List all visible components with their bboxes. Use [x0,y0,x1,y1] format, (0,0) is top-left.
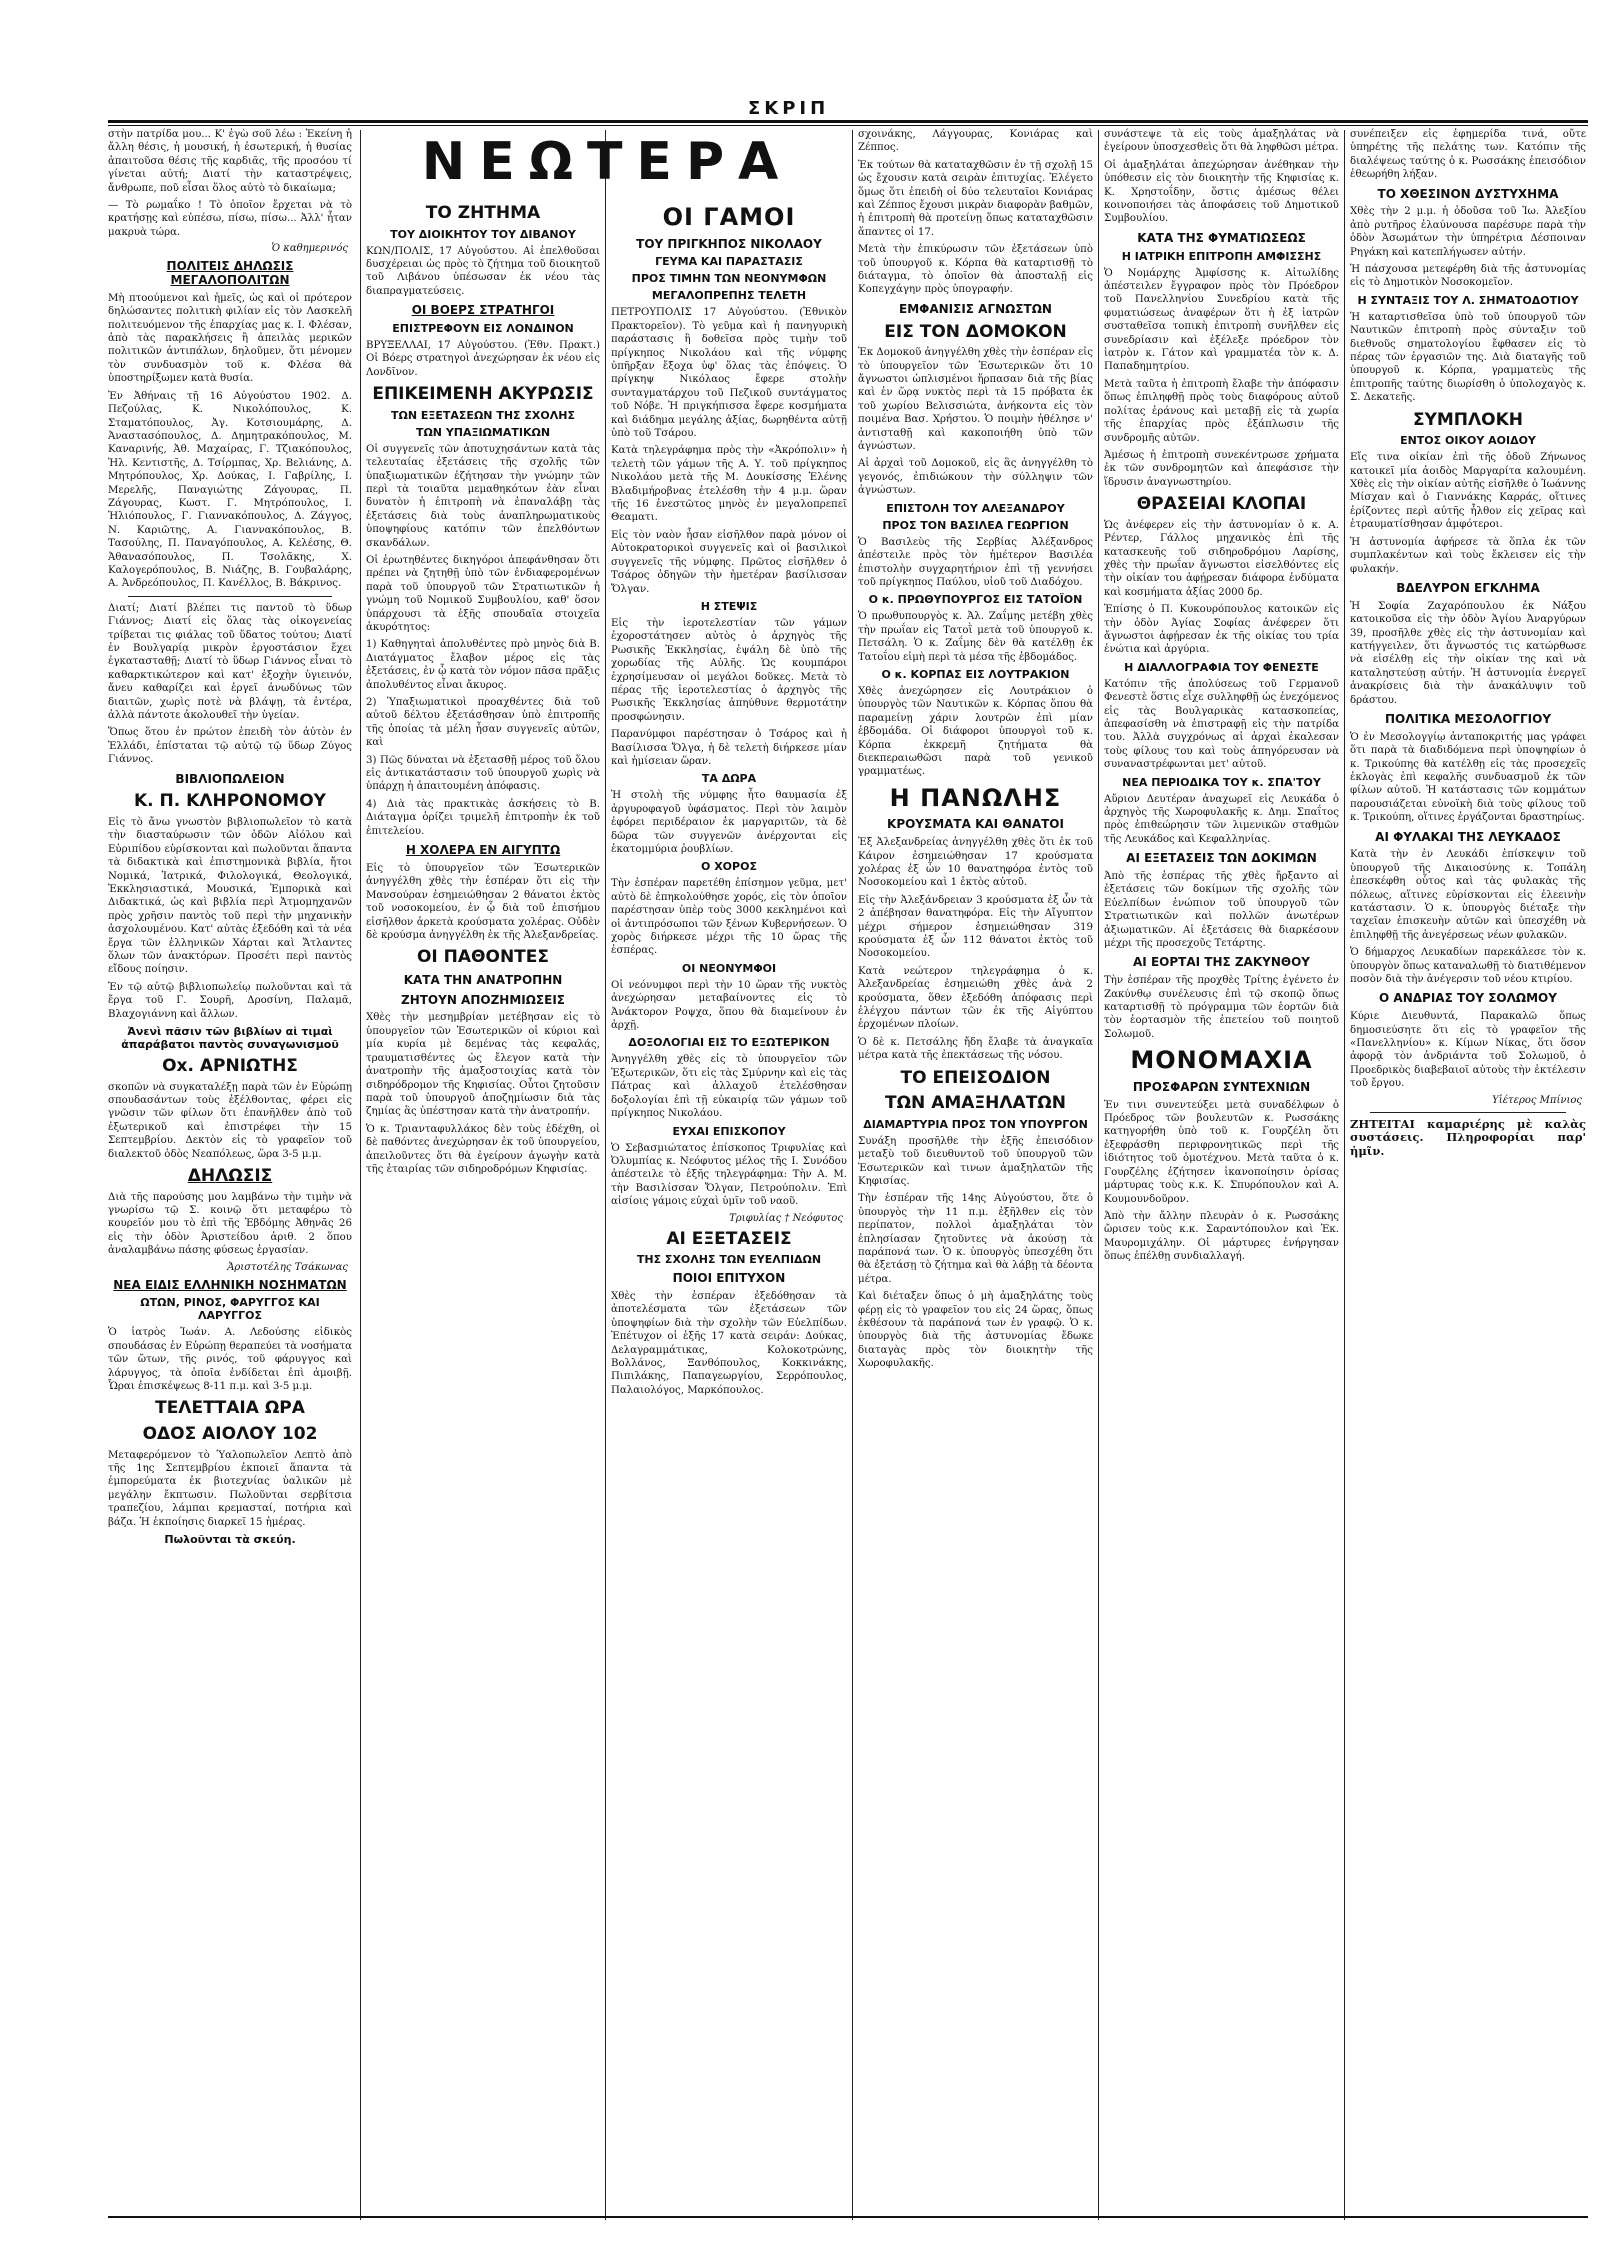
headline: ΠΡΟΣΦΑΡΩΝ ΣΥΝΤΕΧΝΙΩΝ [1132,1079,1311,1094]
headline: ΑΙ ΕΟΡΤΑΙ ΤΗΣ ΖΑΚΥΝΘΟΥ [1133,955,1310,970]
advert-text: Διατί; Διατί βλέπει τις παντοῦ τὸ ὕδωρ Γιάννος; Διατί εἰς ὅλας τὰς οἰκογενείας τρίβεται τις φιάλας τοῦ ὕδατος τούτου; Διατί ἐν Βουλγαρίᾳ μικρὸν ἐργοστάσιον ἔχει ἐγκατασταθῇ; Διατί τὸ ὕδωρ Γιάννος εἶναι τὸ καθαρκτικώτερον καὶ κατ' ἐξοχὴν ὑγιεινόν, ἄνευ καθαρίζει καὶ ἐργεῖ ἀνωδύνως τῶν διαιτῶν, χωρὶς ποτὲ νὰ βλάψῃ, τὰ ἐντέρα, ἀλλὰ πάντοτε ἀκολουθεῖ τὴν ὑγείαν. [108,602,352,722]
article-text: Οἱ συγγενεῖς τῶν ἀποτυχησάντων κατὰ τὰς τελευταίας ἐξετάσεις τῆς σχολῆς τῶν ὑπαξιωματικῶν ἐζήτησαν τὴν γνώμην τῶν περὶ τὰ τοιαῦτα μεμαθηκότων ἐὰν εἶναι δυνατὸν ἡ ἐπιτροπὴ νὰ ἐπαναλάβῃ τὰς ἐξετάσεις διὰ τοὺς ἀναπληρωματικοὺς ὑποψηφίους κατόπιν τῶν ἐπελθόντων σκανδάλων. [366,443,600,549]
signature: Ἀριστοτέλης Τσάκωνας [227,1261,348,1273]
article-text: συνάστεψε τὰ εἰς τοὺς ἁμαξηλάτας νὰ ἐγείρουν ὑποσχεσθεὶς ὅτι θὰ ληφθῶσι μέτρα. [1104,129,1339,154]
headline: ΒΔΕΛΥΡΟΝ ΕΓΚΛΗΜΑ [1396,580,1540,595]
header-rule [108,120,1588,123]
article-text: Ἐκ Δομοκοῦ ἀνηγγέλθη χθὲς τὴν ἑσπέραν εἰς τὸ ὑπουργεῖον τῶν Ἐσωτερικῶν ὅτι 10 ἄγνωστοι ὡπλισμένοι ἥρπασαν διὰ τῆς βίας καὶ ἐν ὥρᾳ νυκτὸς περὶ τὰ 15 πρόβατα ἐκ τοῦ χωρίου Βελισσιώτα, ἀνήκοντα εἰς τὸν ποιμένα Βασ. Χρήστου. Ὁ ποιμὴν ἠθέλησε ν' ἀντισταθῇ καὶ κακοποιήθη ὑπὸ τῶν ἀγνώστων. [858,347,1093,453]
column-divider [1098,130,1099,2220]
article-text: Χθὲς τὴν 2 μ.μ. ἡ ὁδοῦσα τοῦ Ἰω. Ἀλεξίου ἀπὸ ρυτῆρος ἐλαύνουσα παρέσυρε παρὰ τὴν ὁδὸν Ἀσωμάτων τὴν ὑπηρέτρια Δέσποιναν Ρηγάκη καὶ κατεπλήγωσεν αὐτήν. [1350,206,1586,258]
article-text: Ἀπὸ τὴν ἄλλην πλευρὰν ὁ κ. Ρωσσάκης ὤρισεν τοὺς κ.κ. Σαραντόπουλον καὶ Ἐκ. Μαυρομιχάλην. Οἱ μάρτυρες ἐνήργησαν ὅπως ἐπέλθῃ συνδιαλλαγή. [1104,1210,1339,1263]
headline: ΤΟ ΕΠΕΙΣΟΔΙΟΝ [900,1067,1051,1088]
advert-text: Ἐν τῷ αὐτῷ βιβλιοπωλείῳ πωλοῦνται καὶ τὰ ἔργα τοῦ Γ. Σουρῆ, Δροσίνη, Παλαμᾶ, Βλαχογιάννη καὶ ἄλλων. [108,981,352,1020]
article-text: Ὁ πρωθυπουργὸς κ. Ἀλ. Ζαΐμης μετέβη χθὲς τὴν πρωΐαν εἰς Τατοῒ μετὰ τοῦ ὑπουργοῦ κ. Πετσάλη. Ὁ κ. Ζαΐμης δὲν θὰ κατέλθῃ ἐκ Τατοΐου εἰμὴ περὶ τὰ μέσα τῆς ἑβδομάδος. [858,611,1093,663]
headline: ΕΠΙΚΕΙΜΕΝΗ ΑΚΥΡΩΣΙΣ [372,384,594,405]
subheadline: ΠΡΟΣ ΤΟΝ ΒΑΣΙΛΕΑ ΓΕΩΡΓΙΟΝ [882,518,1069,532]
subheadline: ΩΤΩΝ, ΡΙΝΟΣ, ΦΑΡΥΓΓΟΣ ΚΑΙ ΛΑΡΥΓΓΟΣ [140,1296,320,1323]
column-divider [360,130,361,2220]
article-text: Μετὰ τὴν ἐπικύρωσιν τῶν ἐξετάσεων ὑπὸ τοῦ ὑπουργοῦ κ. Κόρπα θὰ καταρτισθῇ τὸ διάταγμα, τὸ ὁποῖον θὰ ἀποσταλῇ εἰς Κοπεγχάγην πρὸς ὑπογραφήν. [858,244,1093,296]
headline: ΚΑΤΑ ΤΗΝ ΑΝΑΤΡΟΠΗΝ [403,972,563,987]
advert-text: Ὁ ἰατρὸς Ἰωάν. Α. Λεδούσης εἰδικὸς σπουδάσας ἐν Εὐρώπῃ θεραπεύει τὰ νοσήματα τῶν ὤτων, τῆς ρινός, τοῦ φάρυγγος καὶ λάρυγγος, τὰ ὁποῖα ἐνδίδεται ἐπὶ ἀμοιβῇ. Ὧραι ἐπισκέψεως 8-11 π.μ. καὶ 3-5 μ.μ. [108,1327,352,1393]
article-text: Ἐπίσης ὁ Π. Κυκουρόπουλος κατοικῶν εἰς τὴν ὁδὸν Ἀγίας Σοφίας ἀνέφερεν ὅτι ἄγνωστοι ἀφῄρεσαν ἐκ τῆς οἰκίας του τρία ἐνώτια καὶ ἀργύρια. [1104,604,1339,656]
header-rule-thin [108,125,1588,126]
headline: Οx. ΑΡΝΙΩΤΗΣ [162,1056,298,1077]
divider [128,596,332,597]
column-divider [1344,130,1345,2220]
headline: ΠΟΛΙΤΕΙΣ ΔΗΛΩΣΙΣ ΜΕΓΑΛΟΠΟΛΙΤΩΝ [166,259,294,288]
signature: Ὁ καθημερινός [271,243,348,255]
subheadline: ΠΡΟΣ ΤΙΜΗΝ ΤΩΝ ΝΕΟΝΥΜΦΩΝ [631,272,827,286]
subheadline: Η ΔΙΑΛΛΟΓΡΑΦΙΑ ΤΟΥ ΦΕΝΕΣΤΕ [1124,660,1319,674]
headline: Κ. Π. ΚΛΗΡΟΝΟΜΟΥ [134,791,326,812]
headline: ΟΙ ΒΟΕΡΣ ΣΤΡΑΤΗΓΟΙ [411,303,555,318]
article-text: Ἡ ἀστυνομία ἀφήρεσε τὰ ὅπλα ἐκ τῶν συμπλακέντων καὶ τοὺς ἔκλεισεν εἰς τὴν φυλακήν. [1350,536,1586,575]
column-3 [611,198,847,2216]
article-text: Παρανύμφοι παρέστησαν ὁ Τσάρος καὶ ἡ Βασίλισσα Ὄλγα, ἡ δὲ τελετὴ διήρκεσε μίαν καὶ ἡμίσειαν ὥραν. [611,729,847,767]
subheadline: ΓΕΥΜΑ ΚΑΙ ΠΑΡΑΣΤΑΣΙΣ [655,255,803,269]
article-text: Εἰς τὴν ἱεροτελεστίαν τῶν γάμων ἐχοροστάτησεν αὐτὸς ὁ ἀρχηγὸς τῆς Ρωσικῆς Ἐκκλησίας, ἐψάλη δὲ ὑπὸ τῆς χορωδίας τῆς Αὐλῆς. Ὡς κουμπάροι ἐχρησίμευσαν οἱ μεγάλοι δοῦκες. Μετὰ τὸ πέρας τῆς ἱεροτελεστίας ὁ ἀρχηγὸς τῆς Ρωσικῆς Ἐκκλησίας ἀπηύθυνε θερμοτάτην προσφώνησιν. [611,617,847,723]
page-header: ΣΚΡΙΠ [748,98,830,119]
article-text: Εἰς τὴν Ἀλεξάνδρειαν 3 κρούσματα ἐξ ὧν τὰ 2 ἀπέβησαν θανατηφόρα. Εἰς τὴν Αἴγυπτον μέχρι σήμερον ἐσημειώθησαν 319 κρούσματα ἐξ ὧν 112 θάνατοι ἐκτὸς τοῦ Νοσοκομείου. [858,894,1093,960]
headline: ΟΙ ΓΑΜΟΙ [662,203,796,231]
subheadline: ΤΗΣ ΣΧΟΛΗΣ ΤΩΝ ΕΥΕΛΠΙΔΩΝ [636,1253,822,1267]
article-text: Εἰς τὸ ὑπουργεῖον τῶν Ἐσωτερικῶν ἀνηγγέλθη χθὲς τὴν ἑσπέραν ὅτι εἰς τὴν Μανσούραν ἐσημειώθησαν 2 θάνατοι ἐκτὸς τοῦ νοσοκομείου, ἐν ᾧ διὰ τοῦ ἐπισήμου εἰσῆλθον ἀρκετὰ κρούσματα χολέρας. Οὐδὲν δὲ κρούσμα ἀνηγγέλθη ἐκ τῆς Ἀλεξανδρείας. [366,862,600,941]
article-text: Ἡ πάσχουσα μετεφέρθη διὰ τῆς ἀστυνομίας εἰς τὸ Δημοτικὸν Νοσοκομεῖον. [1350,264,1586,289]
headline: Ο ΑΝΔΡΙΑΣ ΤΟΥ ΣΟΛΩΜΟΥ [1379,991,1557,1006]
article-text: Ὁ δήμαρχος Λευκαδίων παρεκάλεσε τὸν κ. ὑπουργὸν ὅπως καταναλωθῇ τὸ διατιθέμενον ποσὸν διὰ τὴν ἀνέγερσιν τοῦ νέου κτιρίου. [1350,947,1586,986]
subheadline: ΤΩΝ ΥΠΑΞΙΩΜΑΤΙΚΩΝ [415,425,551,439]
article-text: Ἀνηγγέλθη χθὲς εἰς τὸ ὑπουργεῖον τῶν Ἐξωτερικῶν, ὅτι εἰς τὰς Σμύρνην καὶ εἰς τὰς Πάτρας καὶ ἀλλαχοῦ ἐτελέσθησαν δοξολογίαι ἐπὶ τῇ εὐκαιρίᾳ τῶν γάμων τοῦ πρίγκηπος Νικολάου. [611,1054,847,1120]
article-text: Κατὰ τὴν ἐν Λευκάδι ἐπίσκεψιν τοῦ ὑπουργοῦ τῆς Δικαιοσύνης κ. Τοπάλη ἐπεσκέφθη οὗτος καὶ τὰς φυλακὰς τῆς πόλεως, αἵτινες εὑρίσκονται εἰς ἐλεεινὴν κατάστασιν. Ὁ κ. ὑπουργὸς διέταξε τὴν ταχεῖαν ἐπισκευὴν αὐτῶν καὶ ὑπεσχέθη νὰ ἐπιληφθῇ τῆς ἀνεγέρσεως νέων φυλακῶν. [1350,849,1586,941]
headline: ΝΕΑ ΕΙΔΙΣ ΕΛΛΗΝΙΚΗ ΝΟΣΗΜΑΤΩΝ [113,1277,347,1292]
headline: ΚΑΤΑ ΤΗΣ ΦΥΜΑΤΙΩΣΕΩΣ [1137,230,1306,245]
column-5 [1104,128,1339,2216]
article-text: Ἡ στολὴ τῆς νύμφης ἦτο θαυμασία ἐξ ἀργυροφαγοῦ ὑφάσματος. Περὶ τὸν λαιμὸν ἐφόρει περιδέραιον ἐκ μαργαριτῶν, τὰ δὲ δῶρα τῶν συγγενῶν ἀνέρχονται εἰς ἑκατομμύρια ῥουβλίων. [611,790,847,856]
article-text: Κύριε Διευθυντά, Παρακαλῶ ὅπως δημοσιεύσητε ὅτι εἰς τὸ γραφεῖον τῆς «Πανελληνίου» κ. Κίμων Νίκας, ὅτι ὅσον ἀφορᾷ τὸν ἀνδριάντα τοῦ Σολωμοῦ, ὁ Προεδρικὸς διαβεβαιοῖ αὐτοὺς τὴν ἐκτέλεσιν τοῦ ἔργου. [1350,1011,1586,1090]
headline: ΔΗΛΩΣΙΣ [187,1166,273,1187]
article-text: — Τὸ ρωμαΐκο ! Τὸ ὁποῖον ἔρχεται νὰ τὸ κρατήσῃς καὶ εὐπέσω, πίσω, πίσω... Ἀλλ' ἦταν μακρυὰ τώρα. [108,200,352,238]
article-text: Ἐν τινι συνεντεύξει μετὰ συναδέλφων ὁ Πρόεδρος τῶν βουλευτῶν κ. Ρωσσάκης κατηγορήθη ὑπὸ τοῦ κ. Γουρζέλη ὅτι ἐξεφράσθη περιφρονητικῶς περὶ τῆς ἰδιότητος τοῦ ὁμοτέχνου. Μετὰ ταῦτα ὁ κ. Γουρζέλης ἐζήτησεν ἱκανοποίησιν ὁρίσας μάρτυρας τοὺς κ.κ. Κ. Σπυρόπουλον καὶ Α. Κουμουνδοῦρον. [1104,1099,1339,1205]
article-text: Ὁ Σεβασμιώτατος ἐπίσκοπος Τριφυλίας καὶ Ὀλυμπίας κ. Νεόφυτος μέλος τῆς Ι. Συνόδου ἀπέστειλε τὸ ἑξῆς τηλεγράφημα: Τὴν Α. Μ. τὴν Βασιλίσσαν Ὄλγαν, Πετρούπολιν. Ἐπὶ αἰσίοις γάμοις εὐχαὶ ὑμῖν τοῦ ναοῦ. [611,1142,847,1208]
column-1 [108,128,352,2216]
subheadline: ΔΙΑΜΑΡΤΥΡΙΑ ΠΡΟΣ ΤΟΝ ΥΠΟΥΡΓΟΝ [863,1117,1088,1131]
column-6 [1350,128,1586,2216]
column-divider [852,130,853,2220]
footer-rule [108,2216,1588,2218]
article-text: Τὴν ἑσπέραν παρετέθη ἐπίσημον γεῦμα, μετ' αὐτὸ δὲ ἐπηκολούθησε χορός, εἰς τὸν ὁποῖον παρέστησαν ὑπὲρ τοὺς 3000 κεκλημένοι καὶ οἱ ἀντιπρόσωποι τῶν ξένων Κυβερνήσεων. Ὁ χορὸς διήρκεσε μέχρι τῆς 10 ὥρας τῆς ἑσπέρας. [611,878,847,957]
article-text: Ὁ κ. Τριανταφυλλάκος δὲν τοὺς ἐδέχθη, οἱ δὲ παθόντες ἀνεχώρησαν ἐκ τοῦ ὑπουργείου, ἀπειλοῦντες ὅτι θὰ ἐγείρουν ἀγωγὴν κατὰ τῆς ἑταιρίας τῶν σιδηροδρόμων Κηφισίας. [366,1123,600,1175]
article-text: Μετὰ ταῦτα ἡ ἐπιτροπὴ ἔλαβε τὴν ἀπόφασιν ὅπως ἐπιληφθῇ πρὸς τοὺς διαφόρους αὐτοῦ πολίτας ἐράνους καὶ μεταβῇ εἰς τὰ χωρία τῆς ἐπαρχίας πρὸς ἐξάπλωσιν τῆς συνδρομῆς αὐτῶν. [1104,378,1339,444]
divider [1370,1112,1566,1113]
article-text: στὴν πατρίδα μου... Κ' ἐγὼ σοῦ λέω : Ἐκείνη ἡ ἄλλη θέσις, ἡ μουσική, ἡ ἐσωτερική, ἡ θυσίας ἀπαιτοῦσα θέσις τῆς καρδιᾶς, τῆς προσόου τί γίνεται αὐτή; Διατί τὴν καταστρέψεις, ἄνθρωπε, ποῦ εἶσαι ὅλος αὐτὸ τὸ δικαίωμα; [108,129,352,194]
article-text: Ἀπὸ τῆς ἑσπέρας τῆς χθὲς ἤρξαντο αἱ ἐξετάσεις τῶν δοκίμων τῆς σχολῆς τῶν Εὐελπίδων ἐνώπιον τοῦ ὑπουργοῦ τῶν Στρατιωτικῶν καὶ πολλῶν ἀνωτέρων ἀξιωματικῶν. Αἱ ἐξετάσεις θὰ διαρκέσουν μέχρι τῆς προσεχοῦς Τετάρτης. [1104,871,1339,950]
neotera-banner [366,126,848,206]
column-2 [366,198,600,2216]
headline: ΠΟΙΟΙ ΕΠΙΤΥΧΟΝ [672,1271,786,1286]
headline: ΣΥΜΠΛΟΚΗ [1412,409,1524,430]
subheadline: Ο ΧΟΡΟΣ [701,860,757,874]
article-text: Ὁ Βασιλεὺς τῆς Σερβίας Ἀλέξανδρος ἀπέστειλε πρὸς τὸν ἡμέτερον Βασιλέα ἐπιστολὴν συγχαρητήριον ἐπὶ τῇ γεννήσει τοῦ πρίγκηπος Παύλου, υἱοῦ τοῦ Διαδόχου. [858,536,1093,588]
article-text: Χθὲς τὴν ἑσπέραν ἐξεδόθησαν τὰ ἀποτελέσματα τῶν ἐξετάσεων τῶν ὑποψηφίων διὰ τὴν σχολὴν τῶν Εὐελπίδων. Ἐπέτυχον οἱ ἑξῆς 17 κατὰ σειράν: Δούκας, Δελαγραμμάτικας, Κολοκοτρώνης, Βολλάνος, Ξανθόπουλος, Κοκκινάκης, Πιπιλάκης, Παπαγεωργίου, Σερρόπουλος, Παλαιολόγος, Μαρκόπουλος. [611,1290,847,1396]
subheadline: ΤΩΝ ΕΞΕΤΑΣΕΩΝ ΤΗΣ ΣΧΟΛΗΣ [391,408,575,422]
headline: ΘΡΑΣΕΙΑΙ ΚΛΟΠΑΙ [1136,494,1307,515]
subheadline: ΤΟΥ ΔΙΟΙΚΗΤΟΥ ΤΟΥ ΔΙΒΑΝΟΥ [390,227,576,241]
headline: ΑΙ ΕΞΕΤΑΣΕΙΣ [666,1228,792,1249]
article-text: Τὴν ἑσπέραν τῆς προχθὲς Τρίτης ἐγένετο ἐν Ζακύνθῳ συνέλευσις ἐπὶ τῷ σκοπῷ ὅπως καταρτισθῇ τὸ πρόγραμμα τῶν ἑορτῶν διὰ τὸν ἑορτασμὸν τῆς ἐπετείου τοῦ ποιητοῦ Σολωμοῦ. [1104,975,1339,1040]
subheadline: ΕΠΙΣΤΟΛΗ ΤΟΥ ΑΛΕΞΑΝΔΡΟΥ [886,501,1065,515]
article-text: Οἱ ἁμαξηλάται ἀπεχώρησαν ἀνέθηκαν τὴν ὑπόθεσιν εἰς τὸν διοικητὴν τῆς Κηφισίας κ. Κ. Χρηστοΐδην, ὅστις ἀμέσως θέλει κοινοποιήσει τὰς ἀποφάσεις τοῦ Δημοτικοῦ Συμβουλίου. [1104,159,1339,225]
headline: ΕΜΦΑΝΙΣΙΣ ΑΓΝΩΣΤΩΝ [899,301,1052,316]
headline: ΑΙ ΦΥΛΑΚΑΙ ΤΗΣ ΛΕΥΚΑΔΟΣ [1375,829,1561,844]
subheadline: ΤΑ ΔΩΡΑ [701,772,757,786]
article-text: Ὡς ἀνέφερεν εἰς τὴν ἀστυνομίαν ὁ κ. Α. Ρέντερ, Γάλλος μηχανικὸς ἐπὶ τῆς κατασκευῆς τοῦ σιδηροδρόμου Λαρίσης, χθὲς τὴν πρωΐαν ἄγνωστοι εἰσελθόντες εἰς τὴν οἰκίαν του ἀφῄρεσαν διάφορα ἐνδύματα καὶ κοσμήματα ἀξίας 2000 δρ. [1104,519,1339,598]
headline: ΤΟ ΧΘΕΣΙΝΟΝ ΔΥΣΤΥΧΗΜΑ [1377,186,1559,201]
signature: Τριφυλίας † Νεόφυτος [729,1212,843,1224]
article-text: Οἱ νεόνυμφοι περὶ τὴν 10 ὥραν τῆς νυκτὸς ἀνεχώρησαν μεταβαίνοντες εἰς τὸ Ἀνάκτορον Ροψχα, ὅπου θὰ διαμείνουν ἐν ἀρχῇ. [611,979,847,1032]
subheadline: ΕΠΙΣΤΡΕΦΟΥΝ ΕΙΣ ΛΟΝΔΙΝΟΝ [392,321,574,335]
headline: ΖΗΤΟΥΝ ΑΠΟΖΗΜΙΩΣΕΙΣ [401,992,565,1007]
article-text: Χθὲς ἀνεχώρησεν εἰς Λουτράκιον ὁ ὑπουργὸς τῶν Ναυτικῶν κ. Κόρπας ὅπου θὰ παραμείνῃ χάριν λουτρῶν ἐπὶ μίαν ἑβδομάδα. Οἱ διάφοροι ὑπουργοὶ τοῦ κ. Κόρπα ἐκκρεμῆ ζητήματα θὰ διεκπεραιωθῶσι παρὰ τοῦ γενικοῦ γραμματέως. [858,685,1093,778]
article-text: Ἐν Ἀθήναις τῇ 16 Αὐγούστου 1902. Δ. Πεζούλας, Κ. Νικολόπουλος, Κ. Σταματόπουλος, Ἀγ. Κοτσιουμάρης, Δ. Ἀναστασόπουλος, Δ. Δημητρακόπουλος, Μ. Καναρινής, Ἀθ. Μαχαίρας, Γ. Τζιακόπουλος, Ἠλ. Κεντιστῆς, Δ. Τσίρμπας, Χρ. Βελιάνης, Δ. Μητρόπουλος, Χρ. Δούκας, Ι. Γαβρίλης, Ι. Μερελῆς, Παναγιώτης Ζάγουρας, Π. Ζάγουρας, Κωστ. Γ. Μητρόπουλος, Ι. Ἠλιόπουλος, Γ. Γιαννακόπουλος, Δ. Ζάγγος, Ν. Καριῶτης, Α. Γιαννακόπουλος, Β. Τασούλης, Π. Παναγόπουλος, Α. Κελέσης, Θ. Ἀθανασόπουλος, Π. Τσολᾶκης, Χ. Καλογερόπουλος, Β. Νιάζης, Β. Γουβαλάρης, Α. Ἀνδρεόπουλος, Π. Κανέλλος, Β. Βάκρινος. [108,390,352,590]
article-text: 1) Καθηγηταὶ ἀπολυθέντες πρὸ μηνὸς διὰ Β. Διατάγματος ἔλαβον μέρος εἰς τὰς ἐξετάσεις, ἐν ᾧ κατὰ τὸν νόμον πᾶσα πρᾶξις ἀπολυθέντος εἶναι ἄκυρος. [366,639,600,691]
headline: ΒΙΒΛΙΟΠΩΛΕΙΟΝ [175,771,285,786]
article-text: Αὔριον Δευτέραν ἀναχωρεῖ εἰς Λευκάδα ὁ ἀρχηγὸς τῆς Χωροφυλακῆς κ. Δημ. Σπαΐτος πρὸς ἐπιθεώρησιν τῶν λιμενικῶν σταθμῶν τῆς Λευκάδος καὶ Κεφαλληνίας. [1104,793,1339,845]
article-text: Ὁ δὲ κ. Πετσάλης ἤδη ἔλαβε τὰ ἀναγκαῖα μέτρα κατὰ τῆς ἐπεκτάσεως τῆς νόσου. [858,1036,1093,1062]
classified-ad: ΖΗΤΕΙΤΑΙ καμαριέρης μὲ καλὰς συστάσεις. Πληροφορίαι παρ' ἡμῖν. [1350,1116,1586,1158]
headline: ΠΟΛΙΤΙΚΑ ΜΕΣΟΛΟΓΓΙΟΥ [1384,711,1552,726]
article-text: Κατὰ νεώτερον τηλεγράφημα ὁ κ. Ἀλεξανδρείας ἐσημειώθη χθὲς ἀνὰ 2 κρούσματα, ὅθεν ἐξεδόθη ἀπόφασις περὶ ἐλέγχου πάντων τῶν ἐκ τῆς Αἰγύπτου ἐρχομένων πλοίων. [858,965,1093,1031]
article-text: Ἡ Σοφία Ζαχαρόπουλου ἐκ Νάξου κατοικοῦσα εἰς τὴν ὁδὸν Ἁγίου Ἀναργύρων 39, προσῆλθε χθὲς εἰς τὴν ἀστυνομίαν καὶ κατήγγειλεν, ὅτι ἄγνωστός τις κατώρθωσε νὰ εἰσέλθῃ εἰς τὴν οἰκίαν της καὶ νὰ καταληστεύσῃ αὐτήν. Ἡ ἀστυνομία ἐνεργεῖ ἀνακρίσεις διὰ τὴν ἀνακάλυψιν τοῦ δράστου. [1350,600,1586,706]
headline: ΤΟ ΖΗΤΗΜΑ [425,203,541,223]
article-text: Μὴ πτοούμενοι καὶ ἡμεῖς, ὡς καὶ οἱ πρότερον δηλώσαντες πολιτικὴ φιλίαν εἰς τὸν Λασκελῆ πολιτευόμενον τῆς ἐπαρχίας μας κ. Ι. Φλέσαν, ἀπὸ τὰς παρακλήσεις ἢ ἀπειλὰς μερικῶν πολιτικῶν ἀντιπάλων, δηλοῦμεν, ὅτι μένομεν τὸν συνδυασμὸν τοῦ κ. Φλέσα θὰ ὑποστηρίξωμεν κατὰ θυσία. [108,292,352,385]
signature: Υἱέτερος Μπίνιος [1492,1094,1582,1106]
subheadline: ΟΙ ΝΕΟΝΥΜΦΟΙ [681,961,777,975]
subheadline: Η ΙΑΤΡΙΚΗ ΕΠΙΤΡΟΠΗ ΑΜΦΙΣΣΗΣ [1121,249,1322,263]
advert-text: Διὰ τῆς παρούσης μου λαμβάνω τὴν τιμὴν νὰ γνωρίσω τῷ Σ. κοινῷ ὅτι μεταφέρω τὸ κουρεῖόν μου τὸ ἐπὶ τῆς Ἑβδόμης Ἀθηνᾶς 26 εἰς τὴν ὁδὸν Ἀριστείδου ἀριθ. 2 ὅπου ἀναλαμβάνω πάσης φύσεως ἐργασίαν. [108,1191,352,1257]
subheadline: ΝΕΑ ΠΕΡΙΟΔΙΚΑ ΤΟΥ κ. ΣΠΑ'ΤΟΥ [1122,775,1321,789]
column-divider [605,130,606,2220]
subheadline: ΕΥΧΑΙ ΕΠΙΣΚΟΠΟΥ [672,1124,786,1138]
headline: ΤΩΝ ΑΜΑΞΗΛΑΤΩΝ [885,1093,1066,1114]
headline: ΤΟΥ ΠΡΙΓΚΗΠΟΣ ΝΙΚΟΛΑΟΥ [636,236,822,251]
article-text: Ἐξ Ἀλεξανδρείας ἀνηγγέλθη χθὲς ὅτι ἐκ τοῦ Κάιρον ἐσημειώθησαν 17 κρούσματα χολέρας ἐξ ὧν 10 θανατηφόρα ἐντὸς τοῦ Νοσοκομείου καὶ 1 ἐκτὸς αὐτοῦ. [858,837,1093,889]
section-title: ΝΕΩΤΕΡΑ [421,132,793,192]
article-text: Κατόπιν τῆς ἀπολύσεως τοῦ Γερμανοῦ Φενεστὲ ὅστις εἶχε συλληφθῇ ὡς ἐνεχόμενος εἰς τὰς Βουλγαρικὰς κατασκοπείας, ἀπεφασίσθη νὰ ἐπιστραφῇ εἰς τὴν πατρίδα του. Ἀλλὰ συγχρόνως αἱ ἀρχαὶ ἐκαλεσαν τοὺς φίλους του καὶ τοὺς ἀπηγόρευσαν νὰ συναναστρέφωνται μετ' αὐτοῦ. [1104,678,1339,771]
newspaper-page [108,98,1600,2218]
article-text: Καὶ διέταξεν ὅπως ὁ μὴ ἀμαξηλάτης τοὺς φέρῃ εἰς τὸ γραφεῖον του εἰς 24 ὥρας, ὅπως ἐκθέσουν τὰ παράπονά των ἐν γραφῷ. Ὁ κ. ὑπουργὸς διὰ τῆς ἀστυνομίας ἔδωκε διαταγὰς πρὸς τὸν διοικητὴν τῆς Χωροφυλακῆς. [858,1291,1093,1370]
article-text: ΚΩΝ/ΠΟΛΙΣ, 17 Αὐγούστου. Αἱ ἐπελθοῦσαι δυσχέρειαι ὡς πρὸς τὸ ζήτημα τοῦ διοικητοῦ τοῦ Λιβάνου ὑπέσωσαν ἐκ νέου τὰς διαπραγματεύσεις. [366,245,600,297]
headline: ΑΙ ΕΞΕΤΑΣΕΙΣ ΤΩΝ ΔΟΚΙΜΩΝ [1126,851,1317,866]
article-text: Αἱ ἀρχαὶ τοῦ Δομοκοῦ, εἰς ἃς ἀνηγγέλθη τὸ γεγονός, ἐπιδιώκουν τὴν σύλληψιν τῶν ἀγνώστων. [858,458,1093,497]
article-text: Ὁ ἐν Μεσολογγίῳ ἀνταποκριτής μας γράφει ὅτι παρὰ τὰ διαδιδόμενα περὶ ὑποψηφίων ὁ κ. Τρικούπης θὰ κατέλθῃ εἰς τὰς προσεχεῖς ἐκλογὰς ἐπὶ κεφαλῆς συνδυασμοῦ ἐκ τῶν φίλων αὐτοῦ. Ἡ κατάστασις τῶν κομμάτων παρουσιάζεται εὐνοϊκὴ διὰ τοὺς φίλους τοῦ κ. Τρικούπη, οἵτινες ἐργάζονται δραστηρίως. [1350,731,1586,824]
article-text: ΠΕΤΡΟΥΠΟΛΙΣ 17 Αὐγούστου. (Ἐθνικὸν Πρακτορεῖον). Τὸ γεῦμα καὶ ἡ πανηγυρικὴ παράστασις ἣ δοθεῖσα πρὸς τιμὴν τοῦ πρίγκηπος Νικολάου καὶ τῆς νύμφης ὑπῆρξαν ἔξοχα ὑφ' ὅλας τὰς ἐπόψεις. Ὁ πρίγκηψ Νικόλαος ἔφερε στολὴν συνταγματάρχου τοῦ Πεζικοῦ συντάγματος τοῦ Νόβε. Ἡ πριγκήπισσα ἔφερε κοσμήματα καὶ διάδημα μεγάλης ἀξίας, δωρηθέντα αὐτῇ ὑπὸ τοῦ Τσάρου. [611,307,847,440]
advert-text: σκοπῶν νὰ συγκαταλέξῃ παρὰ τῶν ἐν Εὐρώπῃ σπουδασάντων τοὺς ἐξέλθοντας, φέρει εἰς γνῶσιν τῶν φίλων ὅτι ἐπανῆλθεν ἀπὸ τοῦ ἐξωτερικοῦ καὶ ἐπιστρέφει τὴν 15 Σεπτεμβρίου. Δεκτὸν εἰς τὸ γραφεῖον τοῦ διαλεκτοῦ ὁδὸς Νεαπόλεως, ὥρα 3-5 μ.μ. [108,1081,352,1160]
article-text: Κατὰ τηλεγράφημα πρὸς τὴν «Ἀκρόπολιν» ἡ τελετὴ τῶν γάμων τῆς Α. Υ. τοῦ πρίγκηπος Νικολάου μετὰ τῆς Μ. Δουκίσσης Ἑλένης Βλαδιμήροβνας ἐτελέσθη τὴν 4 μ.μ. ὥραν τῆς 16 ἐνεστῶτος μηνὸς ἐν μεγαλοπρεπεῖ Θεαματι. [611,445,847,524]
advert-text: Ὅπως ὅτου ἐν πρώτον ἐπειδὴ τὸν ἀὐτὸν ἐν Ἑλλάδι, ἐπίσταται τῷ αὐτῷ τῷ ὕδωρ Ζύγος Γιάννος. [108,727,352,766]
article-text: Συνάξη προσῆλθε τὴν ἑξῆς ἐπεισόδιον μεταξὺ τοῦ διευθυντοῦ τοῦ ὑπουργοῦ τῶν Ἐσωτερικῶν καὶ τινων ἀμαξηλατῶν τῆς Κηφισίας. [858,1135,1093,1187]
article-text: 3) Πῶς δύναται νὰ ἐξετασθῇ μέρος τοῦ ὅλου εἰς ἀντικατάστασιν τοῦ ὑπουργοῦ χωρὶς νὰ ὑπάρχῃ ἡ ἀπαιτουμένη ἀπόφασις. [366,754,600,793]
headline: Η ΠΑΝΩΛΗΣ [889,783,1062,812]
headline: ΚΡΟΥΣΜΑΤΑ ΚΑΙ ΘΑΝΑΤΟΙ [887,817,1064,832]
headline: ΤΕΛΕΤΤΑΙΑ ΩΡΑ [155,1398,305,1419]
headline: ΜΟΝΟΜΑΧΙΑ [1130,1046,1313,1075]
column-4 [858,128,1093,2216]
advert-text: Εἰς τὸ ἄνω γνωστὸν βιβλιοπωλεῖον τὸ κατὰ τὴν διασταύρωσιν τῶν ὁδῶν Αἰόλου καὶ Εὐριπίδου εὑρίσκονται καὶ πωλοῦνται ἅπαντα τὰ διδακτικὰ καὶ ἐπιστημονικὰ βιβλία, ἤτοι Νομικά, Ἰατρικά, Φιλολογικά, Θεολογικά, Ἐκκλησιαστικά, Μουσικά, Ἐμπορικὰ καὶ Διδακτικά, ὡς καὶ βιβλία περὶ Ἀτμομηχανῶν πρὸς χρῆσιν παντὸς τοῦ περὶ τὴν μηχανικὴν ἀσχολουμένου. Κατ' αὐτὰς ἐξεδόθη καὶ τὰ νέα ἔργα τῶν ἑλληνικῶν Χάρται καὶ Ἄτλαντες ὅλων τῶν ἀνακτόρων. Προσέτι περὶ παντὸς εἴδους ποίησιν. [108,817,352,976]
article-text: Ἐκ τούτων θὰ καταταχθῶσιν ἐν τῇ σχολῇ 15 ὡς ἔχουσιν κατὰ σειρὰν ἐπιτυχίας. Ἐλέγετο ὅμως ὅτι ἐπειδὴ οἱ δύο τελευταῖοι Κονιάρας καὶ Ζέππος ἔχουσι μικρὰν διαφορὰν βαθμῶν, ἡ ἐπιτροπὴ θὰ προτείνῃ ὅπως καταταχθῶσιν ἅπαντες οἱ 17. [858,159,1093,238]
article-text: Ἀμέσως ἡ ἐπιτροπὴ συνεκέντρωσε χρήματα ἐκ τῶν συνδρομητῶν καὶ ἀπεφάσισε τὴν ἵδρυσιν ἀναγνωστηρίου. [1104,449,1339,488]
headline: ΟΔΟΣ ΑΙΟΛΟΥ 102 [142,1424,318,1445]
subheadline: Η ΣΤΕΨΙΣ [700,599,758,613]
subheadline: Η ΣΥΝΤΑΞΙΣ ΤΟΥ Λ. ΣΗΜΑΤΟΔΟΤΙΟΥ [1357,293,1579,307]
article-text: σχοινάκης, Λάγγουρας, Κονιάρας καὶ Ζέππος. [858,129,1093,154]
subheadline: ΕΝΤΟΣ ΟΙΚΟΥ ΑΟΙΔΟΥ [1400,434,1536,448]
advert-note: Ἀνενὶ πᾶσιν τῶν βιβλίων αἱ τιμαὶ ἀπαράβατοι παντὸς συναγωνισμοῦ [121,1025,339,1052]
article-text: Οἱ ἐρωτηθέντες δικηγόροι ἀπεφάνθησαν ὅτι πρέπει νὰ ζητηθῇ ὑπὸ τῶν ἐνδιαφερομένων παρὰ τοῦ ὑπουργοῦ τῶν Στρατιωτικῶν ἡ γνώμη τοῦ Νομικοῦ Συμβουλίου, καθ' ὅσον ὑπάρχουσι τὰ ἑξῆς σπουδαῖα στοιχεῖα ἀκυρότητος: [366,554,600,634]
subheadline: ΜΕΓΑΛΟΠΡΕΠΗΣ ΤΕΛΕΤΗ [651,289,807,303]
headline: ΟΙ ΠΑΘΟΝΤΕΣ [416,947,550,968]
article-text: Τὴν ἑσπέραν τῆς 14ης Αὐγούστου, ὅτε ὁ ὑπουργὸς τὴν 11 π.μ. ἐξῆλθεν εἰς τὸν περίπατον, πολλοὶ ἀμαξηλάται τὸν ἐπλησίασαν ζητοῦντες νὰ ἀκούσῃ τὰ παράπονά των. Ὁ κ. ὑπουργὸς ὑπεσχέθη ὅτι θὰ ἐξετάσῃ τὸ ζήτημα καὶ θὰ λάβῃ τὰ δέοντα μέτρα. [858,1193,1093,1285]
article-text: ΒΡΥΞΕΛΛΑΙ, 17 Αὐγούστου. (Ἐθν. Πρακτ.) Οἱ Βόερς στρατηγοὶ ἀνεχώρησαν ἐκ νέου εἰς Λονδῖνον. [366,339,600,378]
article-text: 4) Διὰ τὰς πρακτικὰς ἀσκήσεις τὸ Β. Διάταγμα ὁρίζει τριμελῆ ἐπιτροπὴν ἐκ τοῦ ἐπιτελείου. [366,798,600,837]
subheadline: ΔΟΞΟΛΟΓΙΑΙ ΕΙΣ ΤΟ ΕΞΩΤΕΡΙΚΟΝ [628,1036,830,1050]
article-text: συνέπειξεν εἰς ἐφημερίδα τινά, οὔτε ὑπηρέτης τῆς πελάτης των. Κατόπιν τῆς διαλέψεως ταύτης ὁ κ. Ρωσσάκης ἐπεισόδιον ἐθεωρήθη λήξαν. [1350,129,1586,181]
article-text: Εἴς τινα οἰκίαν ἐπὶ τῆς ὁδοῦ Ζήνωνος κατοικεῖ μία ἀοιδὸς Μαργαρίτα καλουμένη. Χθὲς εἰς τὴν οἰκίαν αὐτῆς εἰσῆλθε ὁ Ἰωάννης Μίσχαν καὶ ὁ Γιαννάκης Καρράς, οἵτινες ἐρίζοντες περὶ αὐτῆς ἦλθον εἰς χεῖρας καὶ ἐτραυματίσθησαν ἀμφότεροι. [1350,452,1586,531]
headline: Η ΧΟΛΕΡΑ ΕΝ ΑΙΓΥΠΤΩ [405,843,561,858]
headline: ΕΙΣ ΤΟΝ ΔΟΜΟΚΟΝ [884,321,1067,342]
article-text: Χθὲς τὴν μεσημβρίαν μετέβησαν εἰς τὸ ὑπουργεῖον τῶν Ἐσωτερικῶν οἱ κύριοι καὶ μία κυρία μὲ δεμένας τὰς κεφαλάς, τραυματισθέντες ὡς ἔλεγον κατὰ τὴν ἀνατροπὴν τῆς ἀμαξοστοιχίας κατὰ τὸν σιδηρόδρομον τῆς Κηφισίας. Οὗτοι ζητοῦσιν παρὰ τοῦ ὑπουργοῦ ἀποζημίωσιν διὰ τὰς ζημίας ἃς ὑπέστησαν κατὰ τὴν ἀνατροπήν. [366,1012,600,1118]
subheadline: Ο κ. ΚΟΡΠΑΣ ΕΙΣ ΛΟΥΤΡΑΚΙΟΝ [881,667,1070,681]
advert-note: Πωλοῦνται τὰ σκεύη. [164,1533,296,1547]
subheadline: Ο κ. ΠΡΩΘΥΠΟΥΡΓΟΣ ΕΙΣ ΤΑΤΟΪΟΝ [868,593,1083,607]
article-text: Ὁ Νομάρχης Ἀμφίσσης κ. Αἰτωλίδης ἀπέστειλεν ἔγγραφον πρὸς τὸν Πρόεδρον τοῦ Πανελληνίου Συνεδρίου κατὰ τῆς φυματιώσεως ἀναφέρων ὅτι ἡ ἐξ ἰατρῶν συσταθεῖσα τοπικὴ ἐπιτροπὴ συνῆλθεν εἰς συνεδρίασιν καὶ ἐξέλεξε πρόεδρον τὸν ἰατρὸν κ. Γάτον καὶ γραμματέα τὸν κ. Δ. Παπαδημητρίου. [1104,267,1339,373]
advert-text: Μεταφερόμενον τὸ Ὑαλοπωλεῖον Λεπτὸ ἀπὸ τῆς 1ης Σεπτεμβρίου ἐκποιεῖ ἅπαντα τὰ ἐμπορεύματα ἐκ βιοτεχνίας ὑαλικῶν μὲ μεγάλην ἔκπτωσιν. Πωλοῦνται σερβίτσια τραπεζίου, λάμπαι κρεμασταί, ποτήρια καὶ βάζα. Ἡ ἐκποίησις διαρκεῖ 15 ἡμέρας. [108,1449,352,1528]
article-text: Ἡ καταρτισθεῖσα ὑπὸ τοῦ ὑπουργοῦ τῶν Ναυτικῶν ἐπιτροπὴ πρὸς σύνταξιν τοῦ διεθνοῦς σηματολογίου ἔφθασεν εἰς τὸ πέρας τῶν ἐργασιῶν της. Διὰ διαταγῆς τοῦ ὑπουργοῦ κ. Κόρπα, γραμματεὺς τῆς ἐπιτροπῆς ταύτης διωρίσθη ὁ ὑπολοχαγὸς κ. Σ. Δεκατεῆς. [1350,311,1586,404]
article-text: Εἰς τὸν ναὸν ἦσαν εἰσῆλθον παρὰ μόνον οἱ Αὐτοκρατορικοὶ συγγενεῖς καὶ οἱ βασιλικοὶ συγγενεῖς τῆς νύμφης. Πρῶτος εἰσῆλθεν ὁ Τσάρος ὁδηγῶν τὴν ἡμετέραν βασίλισσαν Ὄλγαν. [611,529,847,595]
article-text: 2) Ὑπαξιωματικοὶ προαχθέντες διὰ τοῦ αὐτοῦ δέλτου ἐξετάσθησαν ὑπὸ ἐπιτροπῆς τῆς ὁποίας τὰ μέλη ἦσαν συγγενεῖς αὐτῶν, καὶ [366,697,600,749]
